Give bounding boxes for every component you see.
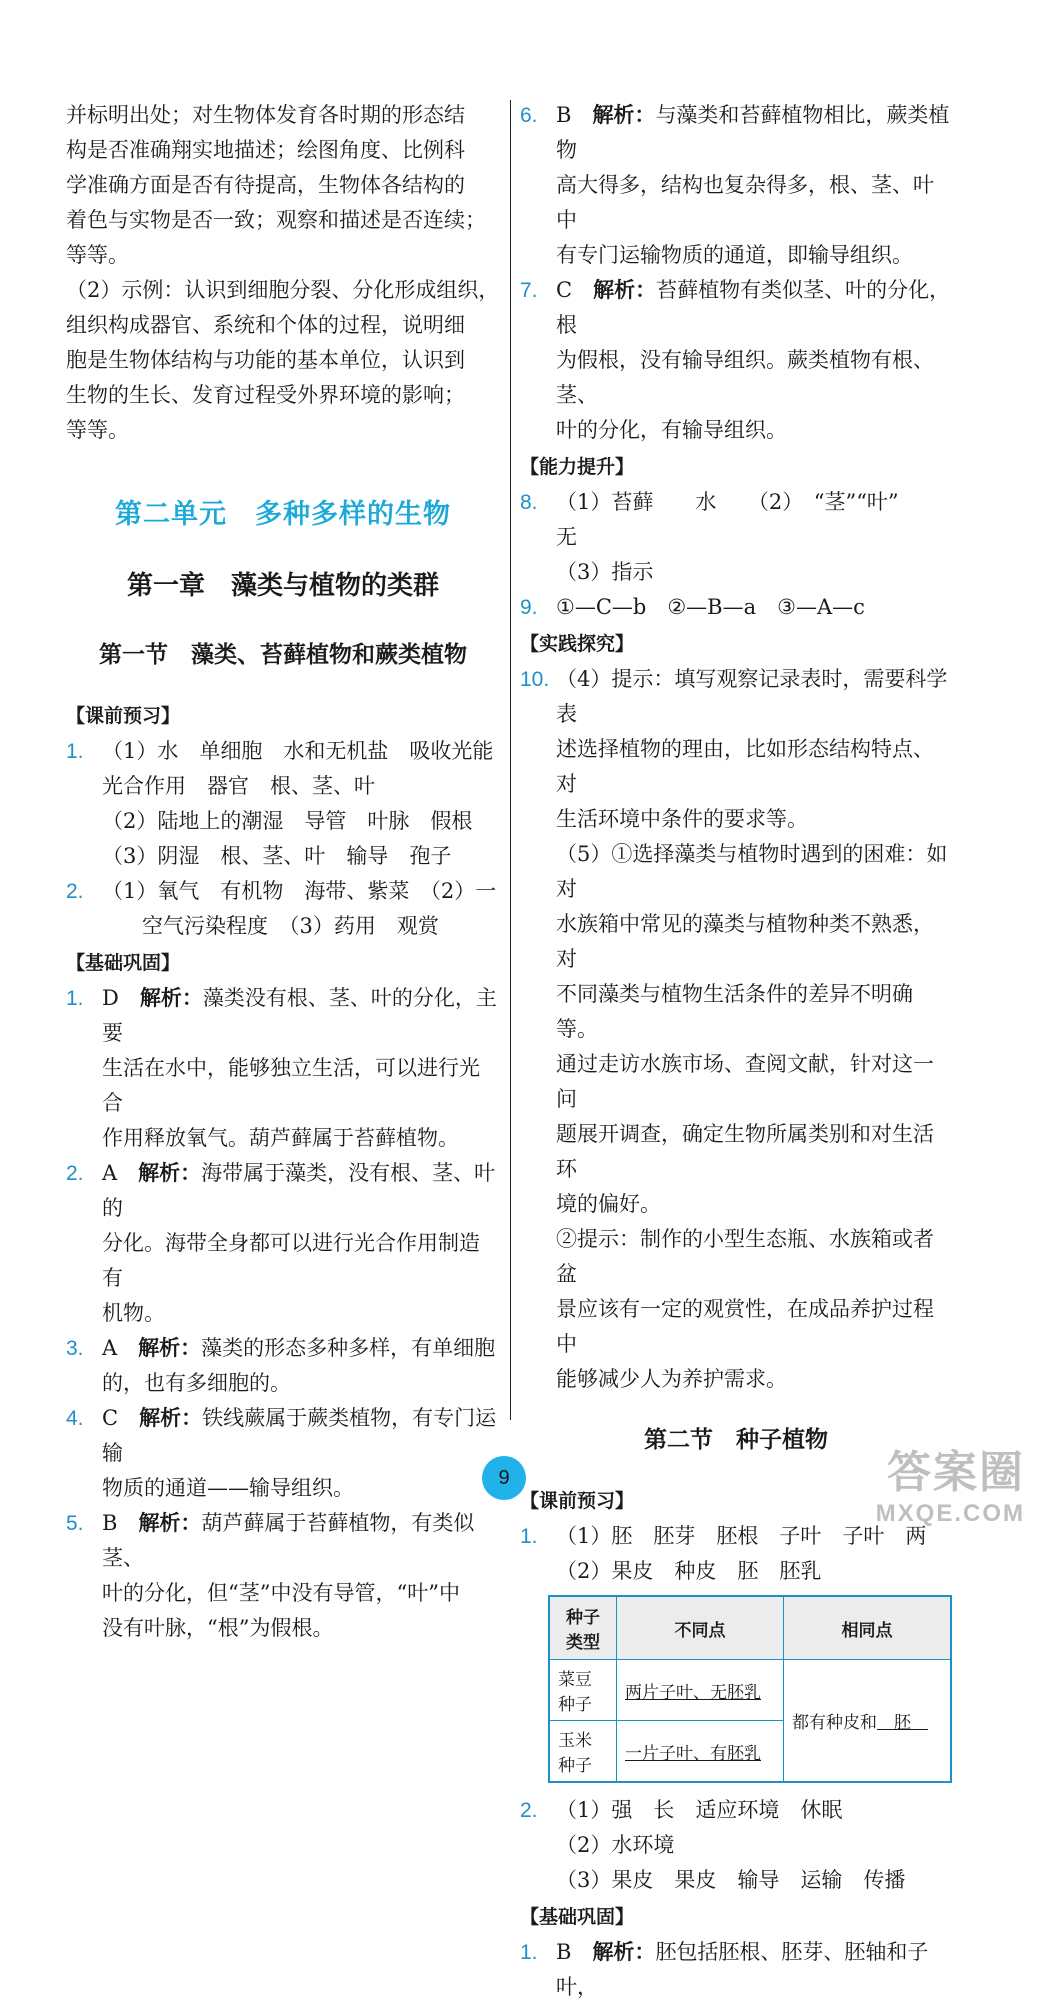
item-line: 机物。 — [102, 1301, 165, 1325]
table-cell — [617, 1721, 784, 1783]
item-line: 水族箱中常见的藻类与植物种类不熟悉，对 — [556, 912, 934, 971]
right-column — [520, 98, 952, 2005]
item-number: 9. — [520, 596, 538, 619]
item-line: （3）果皮 果皮 输导 运输 传播 — [556, 1868, 906, 1892]
answer-item — [520, 662, 952, 1397]
section-title: 第一节 藻类、苔藓植物和蕨类植物 — [99, 642, 467, 667]
answer-item — [520, 1935, 952, 2005]
preview-header: 【课前预习】 — [66, 706, 181, 727]
item-line: （1）胚 胚芽 胚根 子叶 子叶 两 — [556, 1524, 927, 1548]
analysis-label: 解析： — [138, 1162, 202, 1185]
column-divider — [510, 100, 511, 1420]
answer-item — [520, 590, 952, 625]
answer-item — [66, 1506, 500, 1646]
answer-item — [520, 273, 952, 448]
text-line: 生物的生长、发育过程受外界环境的影响； — [66, 383, 465, 407]
item-line: （1）苔藓 水 （2） “茎”“叶” 无 — [556, 490, 941, 549]
answer-item — [66, 734, 500, 874]
item-line: 藻类的形态多种多样，有单细胞 — [201, 1336, 496, 1360]
answer-letter: A — [102, 1336, 118, 1360]
fill-value: 胚 — [894, 1713, 911, 1733]
table-header-row — [549, 1596, 951, 1660]
answer-letter: C — [102, 1406, 119, 1430]
item-line: 作用释放氧气。葫芦藓属于苔藓植物。 — [102, 1126, 459, 1150]
answer-letter: B — [556, 1940, 572, 1964]
table-cell: 菜豆种子 — [549, 1660, 617, 1721]
answer-item — [66, 1331, 500, 1401]
answer-item — [520, 98, 952, 273]
answer-letter: A — [102, 1161, 118, 1185]
item-line: （3）阴湿 根、茎、叶 输导 孢子 — [102, 844, 452, 868]
item-line: 题展开调查，确定生物所属类别和对生活环 — [556, 1122, 934, 1181]
analysis-label: 解析： — [138, 1337, 202, 1360]
table-header: 种子类型 — [549, 1596, 617, 1660]
page-number: 9 — [482, 1456, 526, 1500]
left-column — [66, 98, 500, 1646]
item-line: 的，也有多细胞的。 — [102, 1371, 291, 1395]
item-line: 藻类没有根、茎、叶的分化，主要 — [102, 986, 497, 1045]
item-line: 述选择植物的理由，比如形态结构特点、对 — [556, 737, 934, 796]
item-line: 能够减少人为养护需求。 — [556, 1367, 787, 1391]
answer-item — [66, 1156, 500, 1331]
item-number: 6. — [520, 104, 538, 127]
item-line: 没有叶脉，“根”为假根。 — [102, 1616, 334, 1640]
item-line: （5）①选择藻类与植物时遇到的困难：如对 — [556, 842, 948, 901]
answer-letter: B — [102, 1511, 118, 1535]
table-header: 不同点 — [617, 1596, 784, 1660]
item-line: 物质的通道——输导组织。 — [102, 1476, 354, 1500]
answer-item — [66, 1401, 500, 1506]
item-number: 4. — [66, 1407, 84, 1430]
example-paragraph — [66, 273, 500, 448]
item-line: 有专门运输物质的通道，即输导组织。 — [556, 243, 913, 267]
answer-item — [520, 485, 952, 590]
text-line: 并标明出处；对生物体发育各时期的形态结 — [66, 103, 465, 127]
item-line: 叶的分化，但“茎”中没有导管，“叶”中 — [102, 1581, 460, 1605]
item-number: 8. — [520, 491, 538, 514]
item-number: 1. — [66, 987, 84, 1010]
item-line: （1）强 长 适应环境 休眠 — [556, 1798, 843, 1822]
item-line: （2）果皮 种皮 胚 胚乳 — [556, 1559, 822, 1583]
intro-paragraph — [66, 98, 500, 273]
item-number: 1. — [66, 740, 84, 763]
section2-title: 第二节 种子植物 — [644, 1427, 828, 1452]
analysis-label: 解析： — [592, 1941, 656, 1964]
item-line: 铁线蕨属于蕨类植物，有专门运输 — [102, 1406, 497, 1465]
analysis-label: 解析： — [139, 987, 203, 1010]
item-number: 3. — [66, 1337, 84, 1360]
item-line: 叶的分化，有输导组织。 — [556, 418, 787, 442]
answer-item — [520, 1793, 952, 1898]
answer-item — [66, 874, 500, 944]
fill-answer: 两片子叶、无胚乳 — [625, 1682, 761, 1703]
basic-header: 【基础巩固】 — [66, 953, 181, 974]
seed-comparison-table — [548, 1595, 952, 1783]
item-line: 分化。海带全身都可以进行光合作用制造有 — [102, 1231, 480, 1290]
text-line: 胞是生物体结构与功能的基本单位，认识到 — [66, 348, 465, 372]
analysis-label: 解析： — [592, 104, 656, 127]
table-cell: 玉米种子 — [549, 1721, 617, 1783]
analysis-label: 解析： — [138, 1512, 202, 1535]
item-line: （1）氧气 有机物 海带、紫菜 （2）一 — [102, 879, 497, 903]
answer-letter: B — [556, 103, 572, 127]
item-line: （3）指示 — [556, 560, 654, 584]
item-line: 通过走访水族市场、查阅文献，针对这一问 — [556, 1052, 934, 1111]
item-line: （1）水 单细胞 水和无机盐 吸收光能 — [102, 739, 494, 763]
watermark — [876, 1436, 1025, 1528]
item-number: 7. — [520, 279, 538, 302]
item-line: 不同藻类与植物生活条件的差异不明确等。 — [556, 982, 913, 1041]
item-line: ②提示：制作的小型生态瓶、水族箱或者盆 — [556, 1227, 934, 1286]
item-number: 1. — [520, 1941, 538, 1964]
unit-title: 第二单元 多种多样的生物 — [115, 499, 451, 529]
item-number: 2. — [66, 880, 84, 903]
practice-header: 【实践探究】 — [520, 634, 635, 655]
analysis-label: 解析： — [139, 1407, 203, 1430]
watermark-line: 答案圈 — [887, 1448, 1025, 1497]
text-line: （2）示例：认识到细胞分裂、分化形成组织， — [66, 278, 500, 302]
table-cell — [784, 1660, 952, 1783]
item-line: 空气污染程度 （3）药用 观赏 — [142, 914, 439, 938]
text-line: 等等。 — [66, 243, 129, 267]
answer-item — [520, 1519, 952, 1589]
text-line: 构是否准确翔实地描述；绘图角度、比例科 — [66, 138, 465, 162]
text-line: 着色与实物是否一致；观察和描述是否连续； — [66, 208, 486, 232]
item-line: 光合作用 器官 根、茎、叶 — [102, 774, 375, 798]
item-line: （4）提示：填写观察记录表时，需要科学表 — [556, 667, 948, 726]
item-line: 为假根，没有输导组织。蕨类植物有根、茎、 — [556, 348, 934, 407]
table-cell — [617, 1660, 784, 1721]
item-line: （2）陆地上的潮湿 导管 叶脉 假根 — [102, 809, 473, 833]
item-line: 海带属于藻类，没有根、茎、叶的 — [102, 1161, 496, 1220]
fill-answer: 一片子叶、有胚乳 — [625, 1743, 761, 1764]
answer-item — [66, 981, 500, 1156]
item-number: 2. — [520, 1799, 538, 1822]
text-line: 组织构成器官、系统和个体的过程，说明细 — [66, 313, 465, 337]
item-line: 生活环境中条件的要求等。 — [556, 807, 808, 831]
item-line: 葫芦藓属于苔藓植物，有类似茎、 — [102, 1511, 475, 1570]
item-line: 生活在水中，能够独立生活，可以进行光合 — [102, 1056, 480, 1115]
preview-header: 【课前预习】 — [520, 1491, 635, 1512]
item-number: 1. — [520, 1525, 538, 1548]
item-number: 5. — [66, 1512, 84, 1535]
fill-answer — [877, 1713, 928, 1733]
text-line: 等等。 — [66, 418, 129, 442]
item-line: 与藻类和苔藓植物相比，蕨类植物 — [556, 103, 950, 162]
item-line: 苔藓植物有类似茎、叶的分化，根 — [556, 278, 951, 337]
text-line: 学准确方面是否有待提高，生物体各结构的 — [66, 173, 465, 197]
analysis-label: 解析： — [593, 279, 657, 302]
item-line: 高大得多，结构也复杂得多，根、茎、叶中 — [556, 173, 934, 232]
ability-header: 【能力提升】 — [520, 457, 635, 478]
item-line: 胚包括胚根、胚芽、胚轴和子叶， — [556, 1940, 929, 1999]
watermark-line: MXQE.COM — [875, 1500, 1025, 1527]
answer-letter: D — [102, 986, 119, 1010]
table-header: 相同点 — [784, 1596, 952, 1660]
answer-letter: C — [556, 278, 573, 302]
same-prefix: 都有种皮和 — [792, 1713, 877, 1733]
table-row — [549, 1660, 951, 1721]
basic-header: 【基础巩固】 — [520, 1907, 635, 1928]
item-line: 境的偏好。 — [556, 1192, 661, 1216]
chapter-title: 第一章 藻类与植物的类群 — [126, 570, 439, 600]
item-number: 10. — [520, 668, 550, 691]
item-line: ①—C—b ②—B—a ③—A—c — [556, 595, 865, 619]
item-number: 2. — [66, 1162, 84, 1185]
item-line: （2）水环境 — [556, 1833, 675, 1857]
item-line: 景应该有一定的观赏性，在成品养护过程中 — [556, 1297, 934, 1356]
